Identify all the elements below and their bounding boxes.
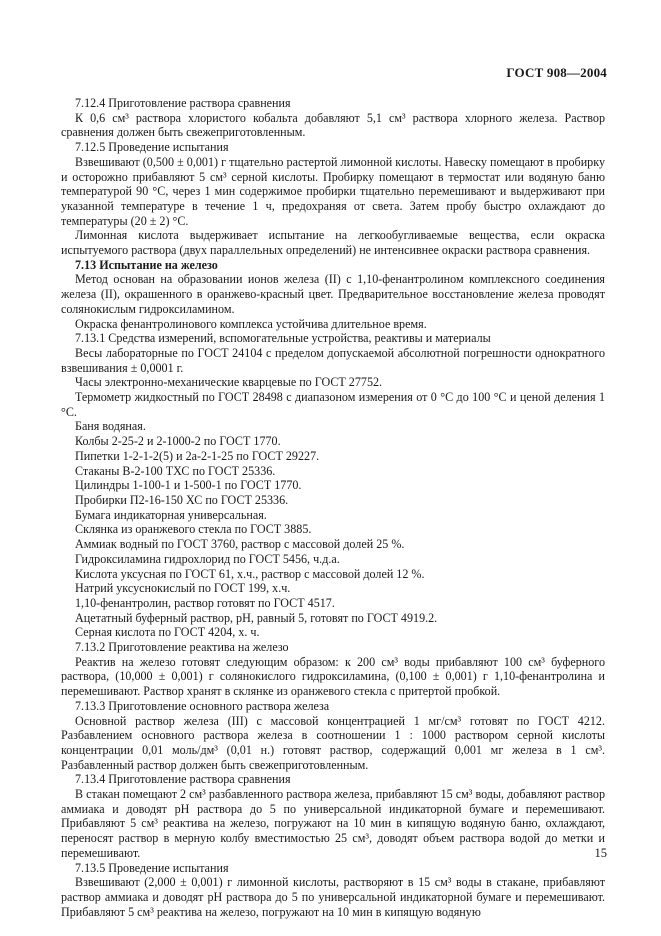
paragraph: 7.13.5 Проведение испытания	[75, 860, 229, 875]
paragraph: 7.12.4 Приготовление раствора сравнения	[75, 96, 291, 110]
paragraph: 7.12.5 Проведение испытания	[75, 140, 229, 155]
paragraph: Взвешивают (0,500 ± 0,001) г тщательно растертой лимонной кислоты. Навеску помещают в пробирку и осторожно прибавляют 5 см³ серной кислоты. Пробирку помещают в термостат или водяную баню температурой 90 °С, через 1 мин содержимое пробирки тщательно перемешивают и выдерживают при указанной температуре в течение 1 ч, предохраняя от света. Затем пробу быстро охлаждают до температуры (20 ± 2) °С.	[61, 154, 605, 228]
document-body	[61, 96, 605, 919]
paragraph: Серная кислота по ГОСТ 4204, х. ч.	[75, 625, 260, 640]
paragraph: Колбы 2-25-2 и 2-1000-2 по ГОСТ 1770.	[75, 434, 281, 449]
paragraph: Натрий уксуснокислый по ГОСТ 199, х.ч.	[75, 581, 291, 596]
paragraph: Бумага индикаторная универсальная.	[75, 507, 267, 522]
paragraph: Цилиндры 1-100-1 и 1-500-1 по ГОСТ 1770.	[75, 478, 302, 493]
paragraph: 1,10-фенантролин, раствор готовят по ГОСТ 4517.	[75, 595, 335, 610]
paragraph: Склянка из оранжевого стекла по ГОСТ 3885.	[75, 522, 312, 537]
paragraph: Пипетки 1-2-1-2(5) и 2а-2-1-25 по ГОСТ 29227.	[75, 448, 320, 463]
paragraph: В стакан помещают 2 см³ разбавленного раствора железа, прибавляют 15 см³ воды, добавляют раствор аммиака и доводят рН раствора до 5 по универсальной индикаторной бумаге и перемешивают. Прибавляют 5 см³ реактива на железо, погружают на 10 мин в кипящую водяную баню, охлаждают, переносят раствор в мерную колбу вместимостью 25 см³, доводят объем раствора водой до метки и перемешивают.	[61, 787, 605, 860]
paragraph: Аммиак водный по ГОСТ 3760, раствор с массовой долей 25 %.	[75, 537, 405, 552]
paragraph: Лимонная кислота выдерживает испытание на легкообугливаемые вещества, если окраска испытуемого раствора (двух параллельных определений) не интенсивнее окраски раствора сравнения.	[61, 228, 605, 258]
paragraph: Весы лабораторные по ГОСТ 24104 с пределом допускаемой абсолютной погрешности однократного взвешивания ± 0,0001 г.	[61, 345, 605, 375]
paragraph: К 0,6 см³ раствора хлористого кобальта добавляют 5,1 см³ раствора хлорного железа. Раствор сравнения должен быть свежеприготовленным.	[61, 110, 605, 140]
section-heading: 7.13 Испытание на железо	[75, 257, 218, 272]
paragraph: Баня водяная.	[75, 419, 146, 434]
paragraph: Окраска фенантролинового комплекса устойчива длительное время.	[75, 316, 427, 331]
paragraph: Термометр жидкостный по ГОСТ 28498 с диапазоном измерения от 0 °С до 100 °С и ценой деления 1 °С.	[61, 390, 605, 419]
paragraph: 7.13.3 Приготовление основного раствора железа	[75, 698, 330, 713]
paragraph: Основной раствор железа (III) с массовой концентрацией 1 мг/см³ готовят по ГОСТ 4212. Разбавлением основного раствора железа в соотношении 1 : 1000 раствором серной кислоты концентрации 0,01 моль/дм³ (0,01 н.) готовят раствор, содержащий 0,001 мг железа в 1 см³. Разбавленный раствор должен быть свежеприготовленным.	[61, 713, 605, 772]
paragraph: 7.13.2 Приготовление реактива на железо	[75, 640, 289, 655]
page-number: 15	[594, 846, 607, 860]
paragraph: Гидроксиламина гидрохлорид по ГОСТ 5456, ч.д.а.	[75, 551, 340, 566]
paragraph: Стаканы В-2-100 ТХС по ГОСТ 25336.	[75, 463, 276, 478]
paragraph: Взвешивают (2,000 ± 0,001) г лимонной кислоты, растворяют в 15 см³ воды в стакане, прибавляют раствор аммиака и доводят рН раствора до 5 по универсальной индикаторной бумаге и перемешивают. Прибавляют 5 см³ реактива на железо, погружают на 10 мин в кипящую водяную	[61, 875, 605, 919]
paragraph: Метод основан на образовании ионов железа (II) с 1,10-фенантролином комплексного соединения железа (II), окрашенного в оранжево-красный цвет. Предварительное восстановление железа проводят солянокислым гидроксиламином.	[61, 272, 605, 316]
page-header: ГОСТ 908—2004	[506, 65, 607, 80]
paragraph: 7.13.4 Приготовление раствора сравнения	[75, 772, 291, 787]
paragraph: Ацетатный буферный раствор, рН, равный 5, готовят по ГОСТ 4919.2.	[75, 610, 438, 625]
paragraph: Пробирки П2-16-150 ХС по ГОСТ 25336.	[75, 492, 289, 507]
paragraph: Кислота уксусная по ГОСТ 61, х.ч., раствор с массовой долей 12 %.	[75, 566, 425, 581]
paragraph: Реактив на железо готовят следующим образом: к 200 см³ воды прибавляют 100 см³ буферного раствора, (10,000 ± 0,001) г солянокислого гидроксиламина, (0,100 ± 0,001) г 1,10-фенантролина и перемешивают. Раствор хранят в склянке из оранжевого стекла с притертой пробкой.	[61, 654, 605, 699]
paragraph: 7.13.1 Средства измерений, вспомогательные устройства, реактивы и материалы	[75, 331, 491, 346]
paragraph: Часы электронно-механические кварцевые по ГОСТ 27752.	[75, 375, 383, 390]
